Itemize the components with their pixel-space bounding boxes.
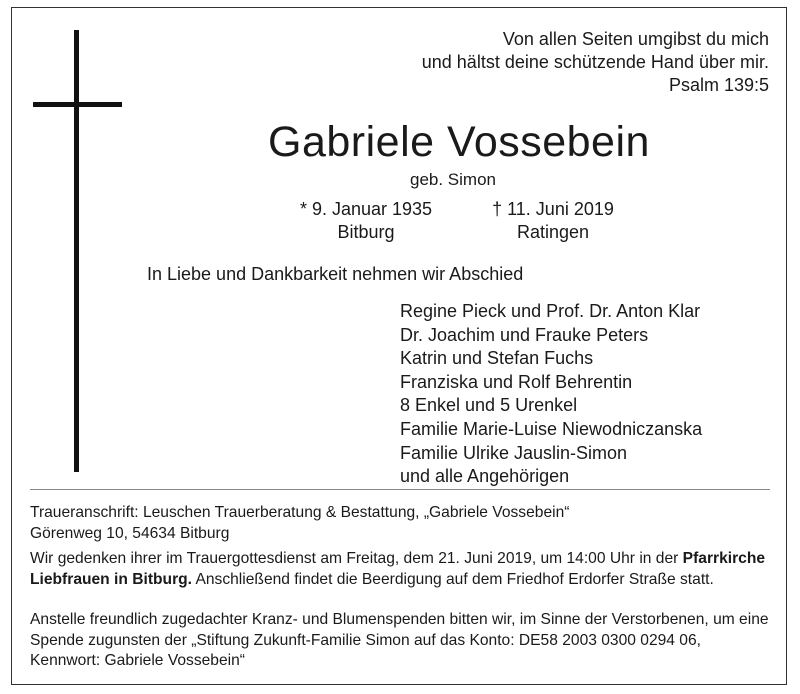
verse-line-2: und hältst deine schützende Hand über mir. xyxy=(421,52,769,72)
address-line-1: Traueranschrift: Leuschen Trauerberatung & Bestattung, „Gabriele Vossebein“ xyxy=(30,504,570,521)
bible-verse xyxy=(422,28,769,97)
address-line-2: Görenweg 10, 54634 Bitburg xyxy=(30,524,230,542)
mourner-entry: 8 Enkel und 5 Urenkel xyxy=(400,395,578,416)
death-info xyxy=(486,198,620,244)
church-name: Pfarrkirche Liebfrauen in Bitburg. xyxy=(30,550,766,588)
farewell-line: In Liebe und Dankbarkeit nehmen wir Abschied xyxy=(147,264,524,284)
mourner-entry: Familie Ulrike Jauslin-Simon xyxy=(400,442,628,463)
verse-reference: Psalm 139:5 xyxy=(668,75,769,95)
cross-vertical-bar xyxy=(74,30,79,472)
mourner-entry: Familie Marie-Luise Niewodniczanska xyxy=(400,418,703,439)
birth-date: * 9. Januar 1935 xyxy=(299,199,433,219)
birth-info xyxy=(296,198,436,244)
birth-place: Bitburg xyxy=(337,222,395,242)
death-date: † 11. Juni 2019 xyxy=(492,199,614,219)
mourner-entry: Dr. Joachim und Frauke Peters xyxy=(400,324,649,345)
section-divider xyxy=(30,489,770,490)
mourner-entry: Katrin und Stefan Fuchs xyxy=(400,348,594,369)
mourner-entry: Regine Pieck und Prof. Dr. Anton Klar xyxy=(400,301,701,321)
verse-line-1: Von allen Seiten umgibst du mich xyxy=(502,29,769,49)
maiden-name: geb. Simon xyxy=(410,170,496,189)
donation-request: Anstelle freundlich zugedachter Kranz- und Blumenspenden bitten wir, im Sinne der Verstorbenen, um eine Spende zugunsten der „Stiftung Zukunft-Familie Simon auf das Konto: DE58 2003 0300 0294 06, Kennwort: Gabriele Vossebein“ xyxy=(30,611,769,669)
service-text-before: Wir gedenken ihrer im Trauergottesdienst am Freitag, dem 21. Juni 2019, um 14:00 Uhr in der xyxy=(30,550,683,567)
service-text-after: Anschließend findet die Beerdigung auf dem Friedhof Erdorfer Straße statt. xyxy=(192,570,714,588)
mourner-entry: und alle Angehörigen xyxy=(400,466,570,487)
cross-horizontal-bar xyxy=(33,102,122,107)
mourning-address xyxy=(30,503,772,544)
service-info xyxy=(30,549,772,590)
mourners-list xyxy=(400,300,702,489)
deceased-name: Gabriele Vossebein xyxy=(268,118,650,166)
death-place: Ratingen xyxy=(516,222,590,242)
mourner-entry: Franziska und Rolf Behrentin xyxy=(400,371,633,392)
